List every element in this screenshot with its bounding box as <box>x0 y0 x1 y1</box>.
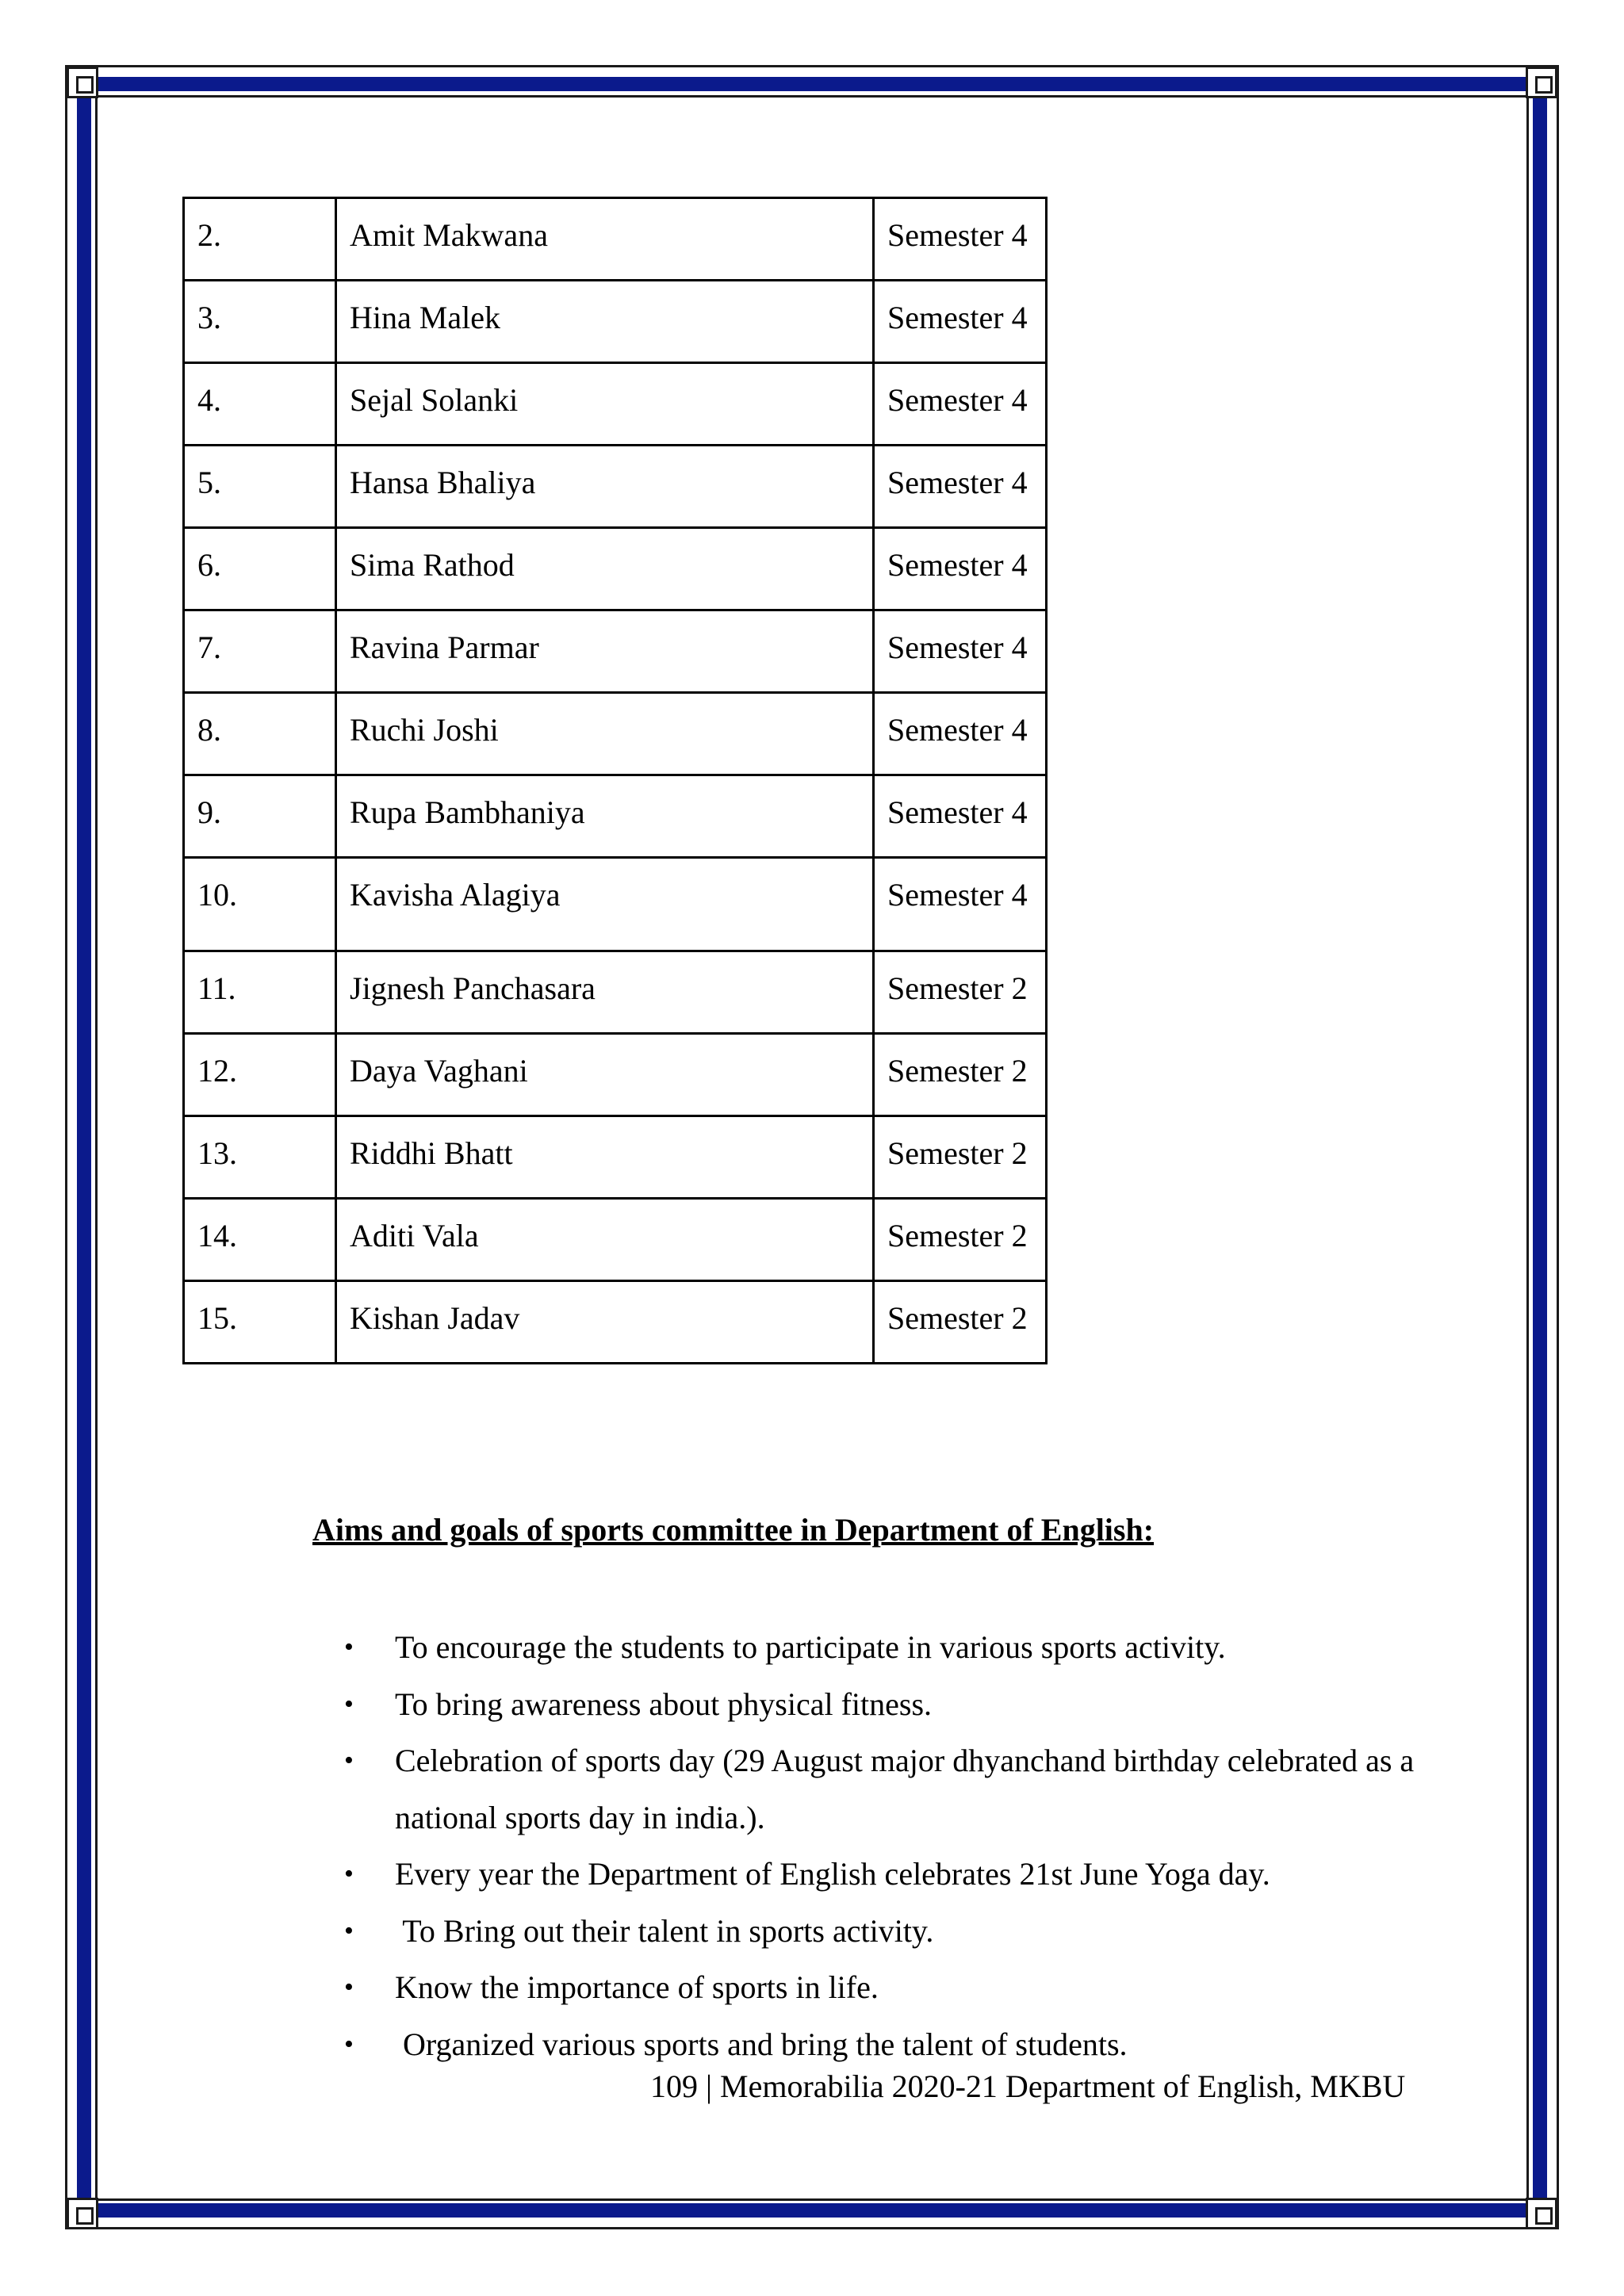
goal-text: To bring awareness about physical fitness. <box>395 1686 933 1722</box>
goal-text: Every year the Department of English celebrates 21st June Yoga day. <box>395 1856 1270 1892</box>
member-number: 4. <box>184 363 336 446</box>
member-name: Aditi Vala <box>336 1199 874 1281</box>
table-row <box>184 951 1047 1034</box>
bullet-icon: • <box>344 1915 354 1946</box>
member-number: 7. <box>184 610 336 693</box>
member-semester: Semester 4 <box>874 198 1047 281</box>
member-name: Sima Rathod <box>336 528 874 610</box>
member-name: Kishan Jadav <box>336 1281 874 1364</box>
member-name: Amit Makwana <box>336 198 874 281</box>
page-footer: 109 | Memorabilia 2020-21 Department of English, MKBU <box>650 2068 1406 2104</box>
bullet-icon: • <box>344 1859 354 1888</box>
member-name: Ravina Parmar <box>336 610 874 693</box>
member-number: 15. <box>184 1281 336 1364</box>
list-item <box>314 1903 1456 1960</box>
member-name: Rupa Bambhaniya <box>336 775 874 858</box>
table-row <box>184 693 1047 775</box>
member-number: 13. <box>184 1116 336 1199</box>
bullet-icon: • <box>344 1973 354 2002</box>
member-semester: Semester 2 <box>874 1281 1047 1364</box>
table-row <box>184 363 1047 446</box>
member-number: 11. <box>184 951 336 1034</box>
list-item <box>314 1732 1456 1846</box>
border-corner-top-left <box>67 67 98 98</box>
member-semester: Semester 2 <box>874 1199 1047 1281</box>
member-semester: Semester 2 <box>874 951 1047 1034</box>
member-semester: Semester 4 <box>874 281 1047 363</box>
member-semester: Semester 2 <box>874 1034 1047 1116</box>
goal-text: Know the importance of sports in life. <box>395 1969 879 2005</box>
member-number: 8. <box>184 693 336 775</box>
member-name: Sejal Solanki <box>336 363 874 446</box>
table-row <box>184 198 1047 281</box>
member-name: Daya Vaghani <box>336 1034 874 1116</box>
border-corner-bottom-left <box>67 2198 98 2229</box>
member-name: Kavisha Alagiya <box>336 858 874 951</box>
section-heading: Aims and goals of sports committee in Department of English: <box>312 1512 1155 1548</box>
member-semester: Semester 4 <box>874 693 1047 775</box>
member-name: Hina Malek <box>336 281 874 363</box>
table-row <box>184 281 1047 363</box>
bullet-icon: • <box>344 1746 354 1775</box>
committee-members-table <box>182 197 1048 1364</box>
member-semester: Semester 4 <box>874 363 1047 446</box>
member-semester: Semester 4 <box>874 858 1047 951</box>
table-row <box>184 446 1047 528</box>
member-semester: Semester 2 <box>874 1116 1047 1199</box>
goal-text: To Bring out their talent in sports activity. <box>395 1912 934 1949</box>
member-semester: Semester 4 <box>874 610 1047 693</box>
member-name: Ruchi Joshi <box>336 693 874 775</box>
bullet-icon: • <box>344 1689 354 1719</box>
member-semester: Semester 4 <box>874 446 1047 528</box>
member-name: Jignesh Panchasara <box>336 951 874 1034</box>
member-number: 3. <box>184 281 336 363</box>
bullet-icon: • <box>344 2029 354 2059</box>
member-number: 5. <box>184 446 336 528</box>
table-row <box>184 775 1047 858</box>
list-item <box>314 1846 1456 1903</box>
goals-list <box>314 1619 1456 2072</box>
table-row <box>184 858 1047 951</box>
table-row <box>184 528 1047 610</box>
member-number: 9. <box>184 775 336 858</box>
list-item <box>314 2016 1456 2073</box>
member-number: 6. <box>184 528 336 610</box>
member-number: 2. <box>184 198 336 281</box>
list-item <box>314 1959 1456 2016</box>
member-name: Hansa Bhaliya <box>336 446 874 528</box>
member-name: Riddhi Bhatt <box>336 1116 874 1199</box>
bullet-icon: • <box>344 1632 354 1662</box>
table-row <box>184 1199 1047 1281</box>
table-row <box>184 610 1047 693</box>
member-number: 12. <box>184 1034 336 1116</box>
list-item <box>314 1619 1456 1676</box>
goal-text: Organized various sports and bring the talent of students. <box>395 2026 1128 2062</box>
member-semester: Semester 4 <box>874 775 1047 858</box>
border-corner-bottom-right <box>1526 2198 1557 2229</box>
member-number: 14. <box>184 1199 336 1281</box>
member-semester: Semester 4 <box>874 528 1047 610</box>
member-number: 10. <box>184 858 336 951</box>
goal-text: To encourage the students to participate in various sports activity. <box>395 1629 1226 1665</box>
table-row <box>184 1034 1047 1116</box>
goal-text: Celebration of sports day (29 August major dhyanchand birthday celebrated as a national sports day in india.). <box>395 1743 1415 1835</box>
table-row <box>184 1116 1047 1199</box>
list-item <box>314 1676 1456 1733</box>
table-row <box>184 1281 1047 1364</box>
border-corner-top-right <box>1526 67 1557 98</box>
